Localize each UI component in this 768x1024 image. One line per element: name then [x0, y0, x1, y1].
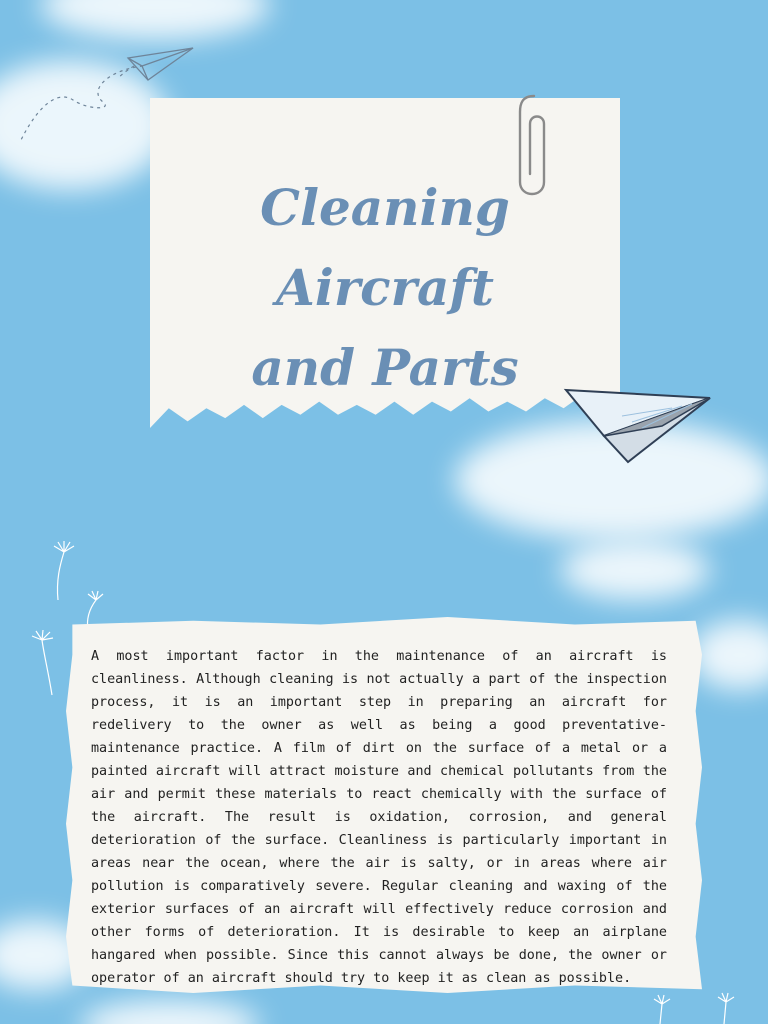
title-line-1: Cleaning Aircraft — [260, 178, 510, 317]
dandelion-icon — [640, 990, 760, 1024]
cloud — [560, 540, 710, 600]
title-line-2: and Parts — [251, 338, 519, 397]
page-title — [150, 168, 620, 408]
cloud — [80, 1000, 260, 1024]
dashed-trail — [18, 60, 148, 150]
body-paragraph: A most important factor in the maintenance of an aircraft is cleanliness. Although cleaning is not actually a part of the inspection process, it is an important step in preparing an aircraft for redelivery to the owner as well as being a good preventative-maintenance practice. A film of dirt on the surface of a metal or a painted aircraft will attract moisture and chemical pollutants from the air and permit these materials to react chemically with the surface of the aircraft. The result is oxidation, corrosion, and general deterioration of the surface. Cleanliness is particularly important in areas near the ocean, where the air is salty, or in areas where air pollution is comparatively severe. Regular cleaning and waxing of the exterior surfaces of an aircraft will effectively reduce corrosion and other forms of deterioration. It is desirable to keep an airplane hangared when possible. Since this cannot always be done, the owner or operator of an aircraft should try to keep it as clean as possible. — [91, 649, 667, 986]
paper-plane-icon — [562, 386, 712, 466]
